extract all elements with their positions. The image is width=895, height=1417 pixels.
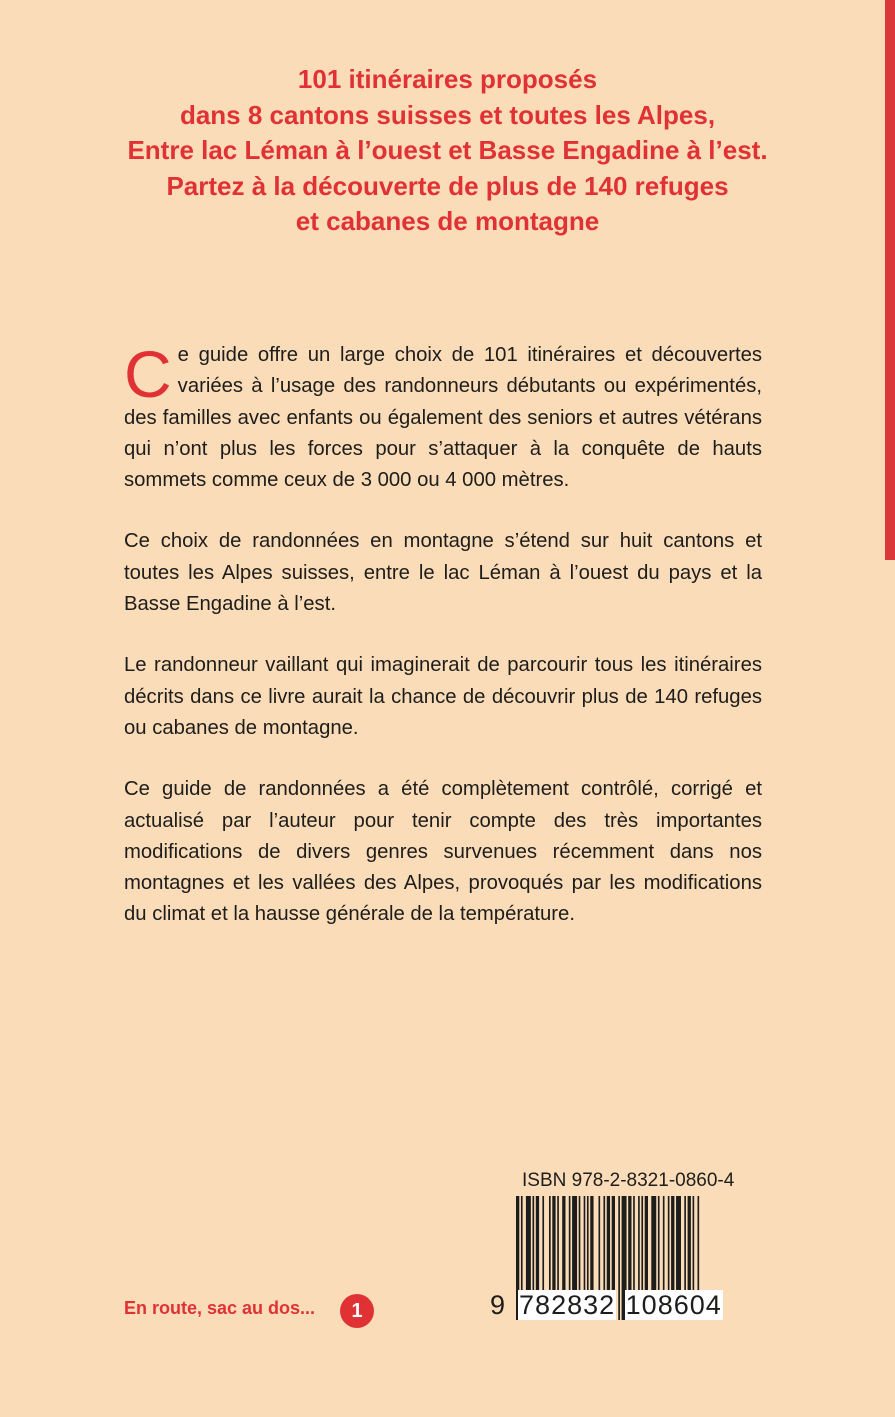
paragraph-4: Ce guide de randonnées a été complètement contrôlé, corrigé et actualisé par l’auteur pour tenir compte des très importantes modifications de divers genres survenues récemment dans nos montagnes et les vallées des Alpes, provoqués par les modifications du climat et la hausse générale de la température. bbox=[124, 778, 762, 926]
spine-accent-bar bbox=[885, 0, 895, 560]
headline-line: 101 itinéraires proposés bbox=[297, 64, 598, 94]
barcode-digits-left: 782832 bbox=[519, 1290, 616, 1320]
barcode-digits bbox=[490, 1290, 760, 1321]
blurb-text bbox=[124, 337, 762, 961]
paragraph-1 bbox=[124, 337, 762, 496]
paragraph-1-text: e guide offre un large choix de 101 itinéraires et découvertes variées à l’usage des randonneurs débutants ou expérimentés, des familles avec enfants ou également des seniors et autres vétérans qui n’ont plus les forces pour s’attaquer à la conquête de hauts sommets comme ceux de 3 000 ou 4 000 mètres. bbox=[124, 344, 762, 492]
series-title: En route, sac au dos... bbox=[124, 1298, 316, 1318]
drop-cap: C bbox=[124, 337, 172, 411]
headline-line: dans 8 cantons suisses et toutes les Alpes, bbox=[179, 99, 716, 130]
paragraph-3: Le randonneur vaillant qui imaginerait de parcourir tous les itinéraires décrits dans ce livre aurait la chance de découvrir plus de 140 refuges ou cabanes de montagne. bbox=[124, 654, 762, 739]
barcode-digits-right: 108604 bbox=[625, 1290, 722, 1320]
headline-line: Entre lac Léman à l’ouest et Basse Engadine à l’est. bbox=[127, 135, 768, 165]
headline bbox=[60, 62, 835, 240]
barcode-digit-first: 9 bbox=[490, 1290, 507, 1320]
series-number-badge: 1 bbox=[340, 1294, 374, 1328]
paragraph-2: Ce choix de randonnées en montagne s’étend sur huit cantons et toutes les Alpes suisses, entre le lac Léman à l’ouest du pays et la Basse Engadine à l’est. bbox=[124, 530, 762, 616]
headline-line: Partez à la découverte de plus de 140 refuges bbox=[166, 170, 729, 201]
isbn-label: ISBN 978-2-8321-0860-4 bbox=[522, 1170, 735, 1191]
headline-line: et cabanes de montagne bbox=[295, 206, 600, 236]
